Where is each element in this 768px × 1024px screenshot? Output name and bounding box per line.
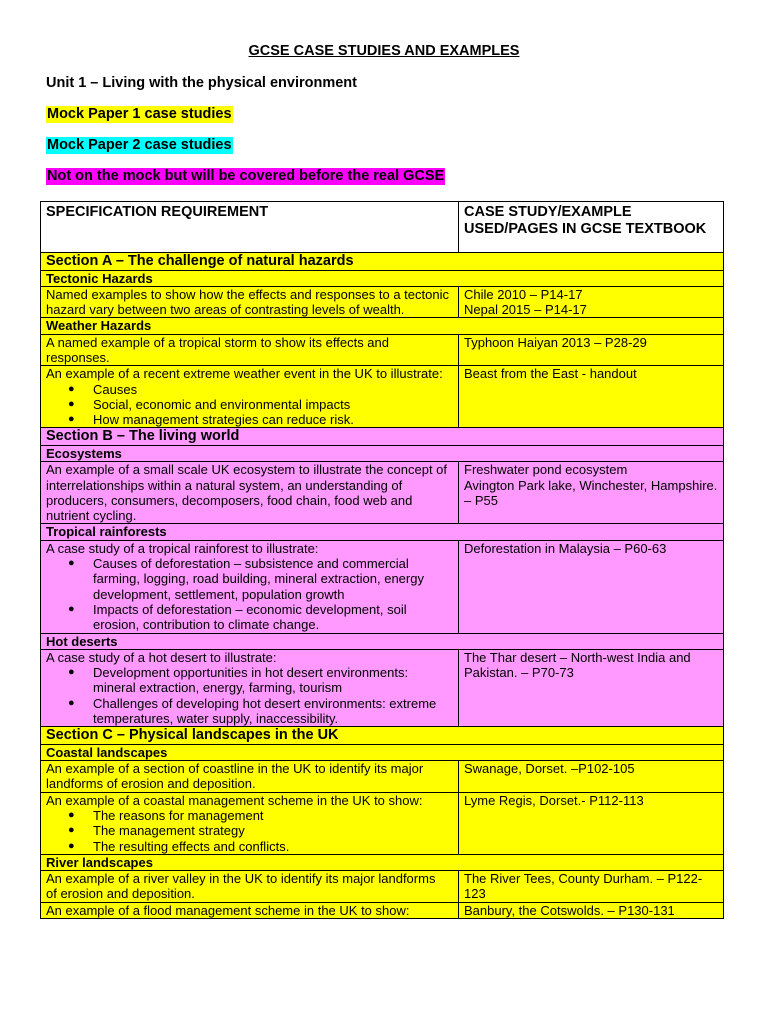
subsection-row: [41, 744, 724, 760]
bullet-icon: ●: [68, 382, 75, 395]
bullet-item: ● How management strategies can reduce risk.: [68, 412, 354, 428]
table-row: [41, 334, 724, 366]
requirement-cell: [41, 792, 459, 854]
bullet-icon: ●: [68, 839, 75, 852]
case-study-cell: Beast from the East - handout: [459, 366, 724, 428]
table-row: [41, 902, 724, 918]
requirement-cell: An example of a flood management scheme in the UK to show:: [41, 902, 459, 918]
table-header-row: [41, 202, 724, 253]
case-study-cell: [459, 286, 724, 318]
requirement-text: An example of a coastal management scheme in the UK to show:: [46, 792, 423, 808]
table-row: [41, 792, 724, 854]
subsection-hot-deserts: Hot deserts: [41, 633, 724, 649]
table-row: [41, 871, 724, 903]
subsection-row: [41, 318, 724, 334]
requirement-cell: Named examples to show how the effects and responses to a tectonic hazard vary between two areas of contrasting levels of wealth.: [41, 286, 459, 318]
subsection-weather: Weather Hazards: [41, 318, 724, 334]
bullet-list: [46, 556, 453, 632]
bullet-item: ● Impacts of deforestation – economic development, soil erosion, contribution to climate change.: [68, 601, 407, 633]
table-row: [41, 366, 724, 428]
bullet-item: ● The management strategy: [68, 823, 245, 839]
bullet-item: ● Development opportunities in hot desert environments: mineral extraction, energy, farming, tourism: [68, 665, 409, 696]
case-study-cell: Typhoon Haiyan 2013 – P28-29: [459, 334, 724, 366]
case-line: Chile 2010 – P14-17: [464, 286, 583, 302]
section-row: [41, 428, 724, 446]
case-line: Freshwater pond ecosystem: [464, 462, 628, 478]
case-study-cell: Deforestation in Malaysia – P60-63: [459, 540, 724, 633]
requirement-cell: [41, 871, 459, 903]
requirement-cell: An example of a section of coastline in the UK to identify its major landforms of erosion and deposition.: [41, 761, 459, 793]
table-row: [41, 761, 724, 793]
requirement-cell: [41, 540, 459, 633]
header-spec-requirement: SPECIFICATION REQUIREMENT: [41, 202, 459, 253]
section-c-title: Section C – Physical landscapes in the UK: [41, 727, 724, 745]
requirement-cell: [41, 649, 459, 726]
case-study-cell: The Thar desert – North-west India and Pakistan. – P70-73: [459, 649, 724, 726]
table-row: [41, 649, 724, 726]
case-study-cell: Lyme Regis, Dorset.- P112-113: [459, 792, 724, 854]
unit-heading: Unit 1 – Living with the physical environment: [46, 75, 357, 91]
legend-mock-paper-1: Mock Paper 1 case studies: [47, 106, 232, 122]
bullet-icon: ●: [68, 809, 75, 821]
bullet-icon: ●: [68, 696, 75, 709]
requirement-cell: An example of a small scale UK ecosystem to illustrate the concept of interrelationships within a natural system, an understanding of producers, consumers, decomposers, food chain, food web and nutrient cycling.: [41, 462, 459, 524]
bullet-item: ● Social, economic and environmental impacts: [68, 396, 351, 412]
requirement-cell: A named example of a tropical storm to show its effects and responses.: [41, 334, 459, 366]
document-title: GCSE CASE STUDIES AND EXAMPLES: [248, 43, 520, 59]
table-row: [41, 540, 724, 633]
subsection-ecosystems: Ecosystems: [41, 445, 724, 461]
subsection-rainforests: Tropical rainforests: [41, 524, 724, 540]
legend-not-on-mock: Not on the mock but will be covered before the real GCSE: [47, 168, 445, 184]
case-study-cell: Swanage, Dorset. –P102-105: [459, 761, 724, 793]
bullet-icon: ●: [68, 557, 75, 570]
header-case-study: CASE STUDY/EXAMPLE USED/PAGES IN GCSE TEXTBOOK: [459, 202, 724, 253]
bullet-icon: ●: [68, 602, 75, 615]
requirement-text: An example of a recent extreme weather event in the UK to illustrate:: [46, 366, 443, 382]
bullet-list: [46, 665, 453, 726]
bullet-icon: ●: [68, 824, 75, 837]
bullet-item: ● The reasons for management: [68, 808, 264, 823]
table-row: [41, 286, 724, 318]
requirement-line: An example of a river valley in the UK to identify its major landforms: [46, 871, 436, 887]
subsection-tectonic: Tectonic Hazards: [41, 270, 724, 286]
section-row: [41, 253, 724, 271]
subsection-row: [41, 524, 724, 540]
requirement-cell: [41, 366, 459, 428]
bullet-item: ● Challenges of developing hot desert environments: extreme temperatures, water supply, inaccessibility.: [68, 695, 437, 727]
bullet-item: ● The resulting effects and conflicts.: [68, 838, 290, 854]
subsection-river: River landscapes: [41, 854, 724, 870]
bullet-icon: ●: [68, 666, 75, 679]
case-studies-table: [40, 201, 724, 919]
bullet-item: ● Causes: [68, 381, 138, 397]
requirement-text: A case study of a tropical rainforest to illustrate:: [46, 540, 319, 556]
subsection-row: [41, 854, 724, 870]
bullet-list: [46, 382, 453, 428]
section-b-title: Section B – The living world: [41, 428, 724, 446]
requirement-text: A case study of a hot desert to illustrate:: [46, 649, 277, 665]
subsection-row: [41, 445, 724, 461]
requirement-line: of erosion and deposition.: [46, 886, 195, 902]
section-row: [41, 727, 724, 745]
bullet-icon: ●: [68, 397, 75, 410]
bullet-icon: ●: [68, 413, 75, 426]
case-line: Avington Park lake, Winchester, Hampshire. – P55: [464, 477, 718, 508]
case-study-cell: The River Tees, County Durham. – P122-123: [459, 871, 724, 903]
subsection-row: [41, 270, 724, 286]
subsection-row: [41, 633, 724, 649]
bullet-list: [46, 808, 453, 854]
case-study-cell: Banbury, the Cotswolds. – P130-131: [459, 902, 724, 918]
bullet-item: ● Causes of deforestation – subsistence and commercial farming, logging, road building, mineral extraction, energy development, settlement, population growth: [68, 556, 424, 602]
subsection-coastal: Coastal landscapes: [41, 744, 724, 760]
table-row: [41, 462, 724, 524]
legend-mock-paper-2: Mock Paper 2 case studies: [47, 137, 232, 153]
section-a-title: Section A – The challenge of natural hazards: [41, 253, 724, 271]
case-study-cell: [459, 462, 724, 524]
case-line: Nepal 2015 – P14-17: [464, 302, 587, 318]
